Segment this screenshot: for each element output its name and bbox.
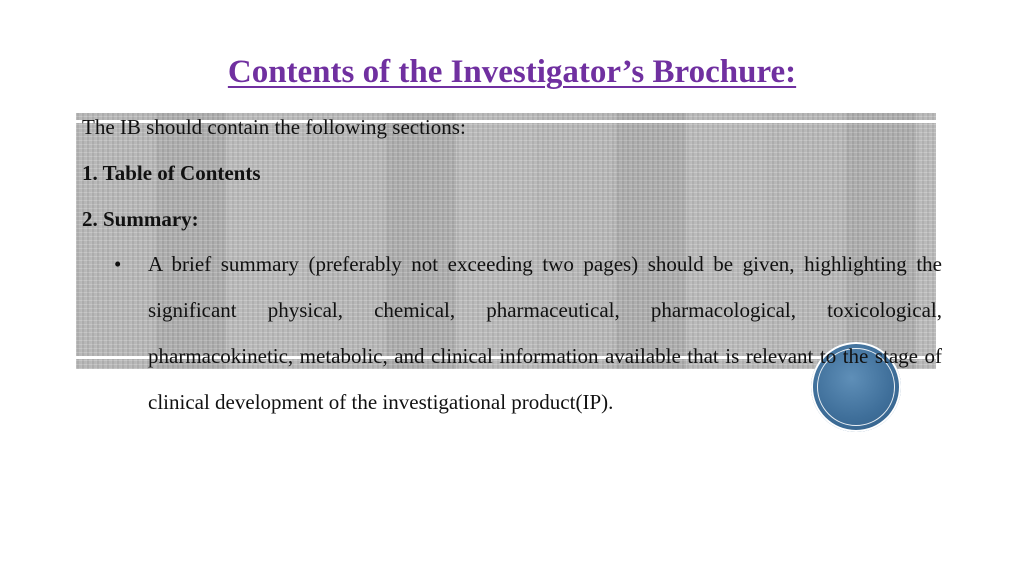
slide-title — [0, 50, 1024, 94]
section-summary: 2. Summary: — [82, 207, 199, 231]
summary-bullet-text: A brief summary (preferably not exceeding two pages) should be given, highlighting the significant physical, chemical, pharmaceutical, pharmacological, toxicological, pharmacokinetic, metabolic, and clinical information available that is relevant to the stage of clinical development of the investigational product(IP). — [148, 252, 942, 414]
slide-title-text: Contents of the Investigator’s Brochure: — [227, 54, 797, 90]
section-table-of-contents: 1. Table of Contents — [82, 161, 261, 185]
intro-text: The IB should contain the following sections: — [82, 115, 466, 139]
summary-bullet — [114, 250, 942, 434]
bullet-icon: • — [114, 252, 122, 276]
